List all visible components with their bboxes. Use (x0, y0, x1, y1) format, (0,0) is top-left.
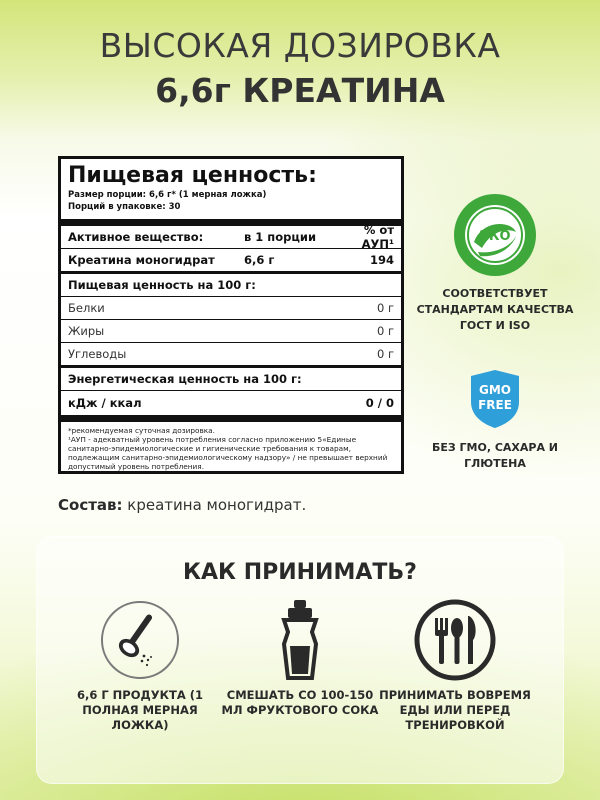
nutrient-row (61, 343, 401, 368)
step-3 (370, 598, 540, 733)
headline-line2: 6,6г КРЕАТИНА (155, 71, 445, 110)
gmo-text: БЕЗ ГМО, САХАРА И ГЛЮТЕНА (431, 441, 559, 470)
energy-name: кДж / ккал (68, 396, 142, 410)
nutrient-value: 0 г (376, 301, 394, 315)
step-2-text: СМЕШАТЬ СО 100-150 МЛ ФРУКТОВОГО СОКА (221, 688, 379, 717)
headline-line1: ВЫСОКАЯ ДОЗИРОВКА (99, 26, 501, 65)
step-1 (55, 598, 225, 733)
nutrition-label (58, 156, 404, 474)
active-header: Активное вещество: (68, 230, 204, 244)
per100-title-row (61, 274, 401, 297)
per-serving-header: в 1 порции (244, 230, 317, 244)
active-name: Креатина моногидрат (68, 253, 215, 267)
nutrient-name: Жиры (68, 324, 105, 338)
composition (58, 496, 306, 514)
per100-title: Пищевая ценность на 100 г: (68, 278, 256, 292)
nutrient-name: Углеводы (68, 347, 127, 361)
active-pct: 194 (369, 253, 394, 267)
nutrient-name: Белки (68, 301, 105, 315)
composition-label: Состав: (58, 496, 123, 514)
step-3-text: ПРИНИМАТЬ ВОВРЕМЯ ЕДЫ ИЛИ ПЕРЕД ТРЕНИРОВКОЙ (379, 688, 531, 732)
energy-row (61, 391, 401, 422)
active-header-row (61, 223, 401, 251)
badges (410, 192, 580, 472)
step-1-text: 6,6 Г ПРОДУКТА (1 ПОЛНАЯ МЕРНАЯ ЛОЖКА) (76, 688, 204, 732)
gmo-line1: GMO (479, 383, 511, 397)
nutrient-value: 0 г (376, 347, 394, 361)
nutrient-value: 0 г (376, 324, 394, 338)
energy-title: Энергетическая ценность на 100 г: (68, 372, 302, 386)
servings-count: Порций в упаковке: 30 (68, 202, 181, 212)
nutrient-row (61, 297, 401, 320)
cutlery-icon (370, 598, 540, 682)
eco-center-text: ЭКО (479, 229, 511, 244)
headline (0, 26, 600, 110)
step-2 (215, 598, 385, 718)
nutrient-row (61, 320, 401, 343)
eco-text: СООТВЕТСТВУЕТ СТАНДАРТАМ КАЧЕСТВА ГОСТ И ISO (416, 287, 574, 332)
spoon-icon (55, 598, 225, 682)
eco-icon (410, 192, 580, 280)
footnote (68, 422, 394, 471)
footnote-1: *рекомендуемая суточная дозировка. (68, 426, 215, 435)
gmo-free-icon (410, 368, 580, 434)
active-row (61, 249, 401, 274)
shaker-icon (215, 598, 385, 682)
energy-title-row (61, 368, 401, 391)
active-amount: 6,6 г (244, 253, 275, 267)
serving-size: Размер порции: 6,6 г* (1 мерная ложка) (68, 190, 267, 200)
how-to-title: КАК ПРИНИМАТЬ? (183, 560, 417, 585)
gmo-line2: FREE (478, 398, 512, 412)
energy-value: 0 / 0 (365, 396, 394, 410)
label-title: Пищевая ценность: (68, 163, 317, 188)
pct-header: % от АУП¹ (361, 223, 394, 251)
composition-text: креатина моногидрат. (122, 496, 307, 514)
footnote-2: ¹АУП - адекватный уровень потребления согласно приложению 5«Единые санитарно-эпидемиологические и гигиенические требования к товарам, подлежащим санитарно-эпидемиологическому надзору» / не превышает верхний допустимый уровень потребления. (68, 435, 388, 471)
